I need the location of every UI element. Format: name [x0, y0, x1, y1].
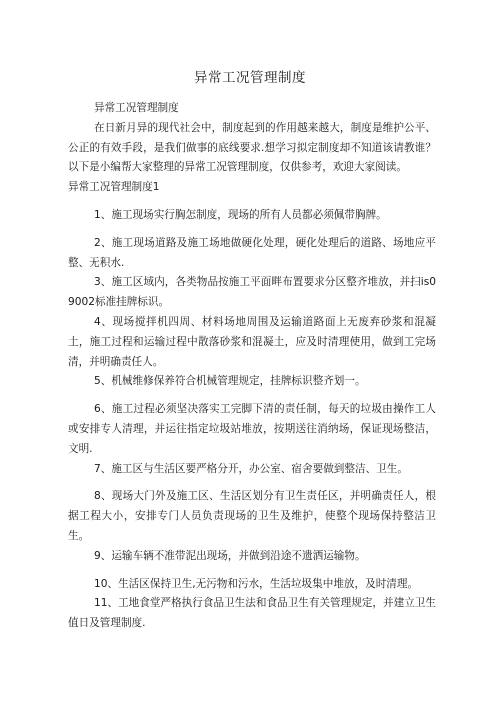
rule-item-6: 6、施工过程必须坚决落实工完脚下清的责任制，每天的垃圾由操作工人或安排专人清理，并运往指定垃圾站堆放，按期送往消纳场，保证现场整洁，文明. [68, 403, 436, 455]
section-heading: 异常工况管理制度1 [68, 181, 160, 194]
rule-item-8: 8、现场大门外及施工区、生活区划分有卫生责任区，并明确责任人，根据工程大小，安排专门人员负责现场的卫生及维护，使整个现场保持整洁卫生。 [68, 490, 436, 542]
rule-item-7: 7、施工区与生活区要严格分开，办公室、宿舍要做到整洁、卫生。 [94, 462, 408, 475]
rule-item-5: 5、机械维修保养符合机械管理规定，挂牌标识整齐划一。 [94, 375, 366, 388]
subtitle-paragraph: 异常工况管理制度 [94, 102, 179, 114]
rule-item-3: 3、施工区域内，各类物品按施工平面畔布置要求分区整齐堆放，并扫is09002标准挂牌标识。 [68, 276, 436, 309]
rule-item-4: 4、现场搅拌机四周、材料场地周围及运输道路面上无废弃砂浆和混凝土，施工过程和运输过程中散落砂浆和混凝土，应及时清理使用，做到工完场清，并明确责任人。 [68, 315, 436, 368]
rule-item-1: 1、施工现场实行胸怎制度，现场的所有人员都必须佩带胸牌。 [94, 208, 387, 221]
rule-item-10: 10、生活区保持卫生,无污物和污水，生活垃圾集中堆放，及时清理。 [94, 577, 419, 590]
rule-item-9: 9、运输车辆不准带泥出现场，并做到沿途不遗洒运输物。 [94, 549, 366, 562]
rule-item-2: 2、施工现场道路及施工场地做硬化处理，硬化处理后的道路、场地应平整、无积水. [68, 236, 436, 269]
intro-paragraph: 在日新月异的现代社会中，制度起到的作用越来越大，制度是维护公平、公正的有效手段，是我们做事的底线要求.想学习拟定制度却不知道该请教谁？以下是小编帮大家整理的异常工况管理制度，仅供参考，欢迎大家阅读。 [68, 121, 436, 174]
rule-item-11: 11、工地食堂严格执行食品卫生法和食品卫生有关管理规定，并建立卫生值日及管理制度. [68, 597, 436, 630]
document-body [68, 99, 436, 634]
document-title: 异常工况管理制度 [194, 70, 306, 86]
